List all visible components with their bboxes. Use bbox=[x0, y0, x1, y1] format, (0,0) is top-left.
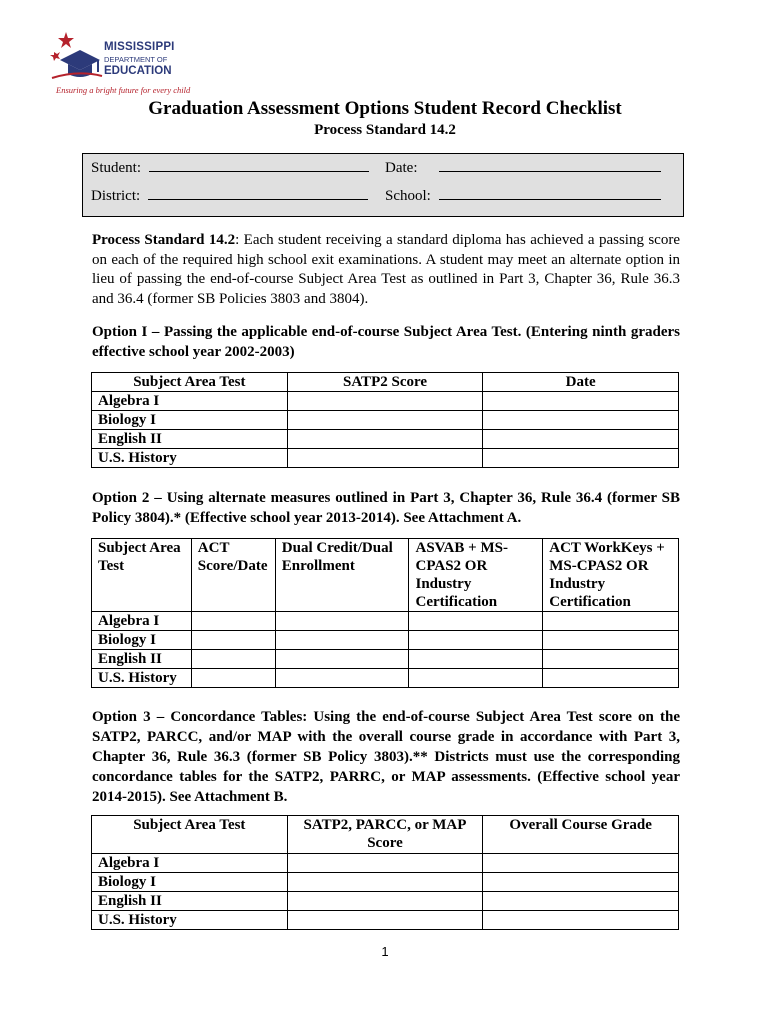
graduation-cap-logo-icon bbox=[48, 30, 104, 86]
logo-tagline: Ensuring a bright future for every child bbox=[56, 85, 191, 95]
date-blank-line[interactable] bbox=[439, 159, 661, 172]
row-label: English II bbox=[92, 650, 192, 669]
option1-table bbox=[91, 372, 679, 468]
table-cell[interactable] bbox=[409, 612, 543, 631]
student-info-box bbox=[82, 153, 684, 217]
page-number: 1 bbox=[381, 944, 389, 959]
row-label: Biology I bbox=[92, 411, 288, 430]
table-row bbox=[92, 873, 679, 892]
row-label: English II bbox=[92, 430, 288, 449]
table-row bbox=[92, 631, 679, 650]
table-cell[interactable] bbox=[191, 612, 275, 631]
table-row bbox=[92, 449, 679, 468]
table-cell[interactable] bbox=[543, 650, 679, 669]
student-label: Student: bbox=[91, 160, 142, 176]
school-blank-line[interactable] bbox=[439, 187, 661, 200]
table-cell[interactable] bbox=[191, 631, 275, 650]
option3-heading: Option 3 – Concordance Tables: Using the end-of-course Subject Area Test score on the SATP2, PARCC, and/or MAP with the overall course grade in accordance with Part 3, Chapter 36, Rule 36.3 (former SB Policy 3803).** Districts must use the corresponding concordance tables for the SATP2, PARRC, or MAP assessments. (Effective school year 2014-2015). See Attachment B. bbox=[92, 709, 680, 805]
row-label: Biology I bbox=[92, 873, 288, 892]
table-cell[interactable] bbox=[275, 669, 409, 688]
table-cell[interactable] bbox=[287, 411, 483, 430]
table-cell[interactable] bbox=[483, 430, 679, 449]
option2-header-workkeys: ACT WorkKeys + MS-CPAS2 OR Industry Certification bbox=[543, 539, 679, 612]
table-cell[interactable] bbox=[543, 612, 679, 631]
district-label: District: bbox=[91, 188, 141, 204]
option2-header-dual: Dual Credit/Dual Enrollment bbox=[275, 539, 409, 612]
school-label: School: bbox=[385, 188, 431, 204]
option2-header-subject: Subject Area Test bbox=[92, 539, 192, 612]
row-label: U.S. History bbox=[92, 911, 288, 930]
table-cell[interactable] bbox=[543, 669, 679, 688]
intro-body: : Each student receiving a standard diploma has achieved a passing score on each of the required high school exit examinations. A student may meet an alternate option in lieu of passing the end-of-course Subject Area Test as outlined in Part 3, Chapter 36, Rule 36.3 and 36.4 (former SB Policies 3803 and 3804). bbox=[92, 232, 680, 307]
student-field[interactable] bbox=[91, 159, 369, 177]
option3-header-grade: Overall Course Grade bbox=[483, 816, 679, 854]
table-cell[interactable] bbox=[543, 631, 679, 650]
table-row bbox=[92, 430, 679, 449]
date-field[interactable] bbox=[385, 159, 661, 177]
table-cell[interactable] bbox=[483, 449, 679, 468]
option1-header-subject: Subject Area Test bbox=[92, 373, 288, 392]
table-cell[interactable] bbox=[483, 392, 679, 411]
option3-header-subject: Subject Area Test bbox=[92, 816, 288, 854]
district-field[interactable] bbox=[91, 187, 368, 205]
row-label: English II bbox=[92, 892, 288, 911]
logo-line1: MISSISSIPPI bbox=[104, 41, 175, 53]
row-label: Biology I bbox=[92, 631, 192, 650]
table-header-row bbox=[92, 373, 679, 392]
table-cell[interactable] bbox=[287, 449, 483, 468]
intro-lead: Process Standard 14.2 bbox=[92, 232, 236, 248]
table-cell[interactable] bbox=[483, 911, 679, 930]
table-cell[interactable] bbox=[409, 631, 543, 650]
table-header-row bbox=[92, 539, 679, 612]
table-cell[interactable] bbox=[409, 669, 543, 688]
table-header-row bbox=[92, 816, 679, 854]
logo-line3: EDUCATION bbox=[104, 65, 172, 77]
option1-header-date: Date bbox=[483, 373, 679, 392]
table-cell[interactable] bbox=[275, 612, 409, 631]
date-label: Date: bbox=[385, 160, 418, 176]
row-label: Algebra I bbox=[92, 612, 192, 631]
option2-table bbox=[91, 538, 679, 688]
mde-logo bbox=[48, 30, 191, 100]
district-blank-line[interactable] bbox=[148, 187, 368, 200]
row-label: Algebra I bbox=[92, 392, 288, 411]
table-cell[interactable] bbox=[191, 650, 275, 669]
table-cell[interactable] bbox=[275, 631, 409, 650]
table-cell[interactable] bbox=[287, 392, 483, 411]
logo-line2: DEPARTMENT OF bbox=[104, 55, 168, 64]
option2-header-asvab: ASVAB + MS-CPAS2 OR Industry Certification bbox=[409, 539, 543, 612]
table-row bbox=[92, 392, 679, 411]
option1-heading: Option I – Passing the applicable end-of-course Subject Area Test. (Entering ninth graders effective school year 2002-2003) bbox=[92, 324, 680, 360]
table-row bbox=[92, 612, 679, 631]
table-cell[interactable] bbox=[483, 854, 679, 873]
row-label: Algebra I bbox=[92, 854, 288, 873]
table-cell[interactable] bbox=[275, 650, 409, 669]
table-cell[interactable] bbox=[483, 873, 679, 892]
page-subtitle: Process Standard 14.2 bbox=[314, 122, 456, 138]
table-cell[interactable] bbox=[287, 892, 483, 911]
table-row bbox=[92, 892, 679, 911]
option1-header-score: SATP2 Score bbox=[287, 373, 483, 392]
intro-paragraph bbox=[92, 231, 680, 309]
table-row bbox=[92, 650, 679, 669]
table-cell[interactable] bbox=[287, 873, 483, 892]
table-row bbox=[92, 854, 679, 873]
table-cell[interactable] bbox=[191, 669, 275, 688]
table-row bbox=[92, 669, 679, 688]
option2-heading: Option 2 – Using alternate measures outlined in Part 3, Chapter 36, Rule 36.4 (former SB Policy 3804).* (Effective school year 2013-2014). See Attachment A. bbox=[92, 490, 680, 526]
table-cell[interactable] bbox=[409, 650, 543, 669]
row-label: U.S. History bbox=[92, 669, 192, 688]
table-cell[interactable] bbox=[287, 911, 483, 930]
row-label: U.S. History bbox=[92, 449, 288, 468]
table-row bbox=[92, 911, 679, 930]
table-cell[interactable] bbox=[483, 411, 679, 430]
page-title: Graduation Assessment Options Student Record Checklist bbox=[148, 98, 622, 119]
table-row bbox=[92, 411, 679, 430]
option3-header-score: SATP2, PARCC, or MAP Score bbox=[287, 816, 483, 854]
school-field[interactable] bbox=[385, 187, 661, 205]
student-blank-line[interactable] bbox=[149, 159, 369, 172]
option3-table bbox=[91, 815, 679, 930]
table-cell[interactable] bbox=[483, 892, 679, 911]
table-cell[interactable] bbox=[287, 430, 483, 449]
option2-header-act: ACT Score/Date bbox=[191, 539, 275, 612]
table-cell[interactable] bbox=[287, 854, 483, 873]
